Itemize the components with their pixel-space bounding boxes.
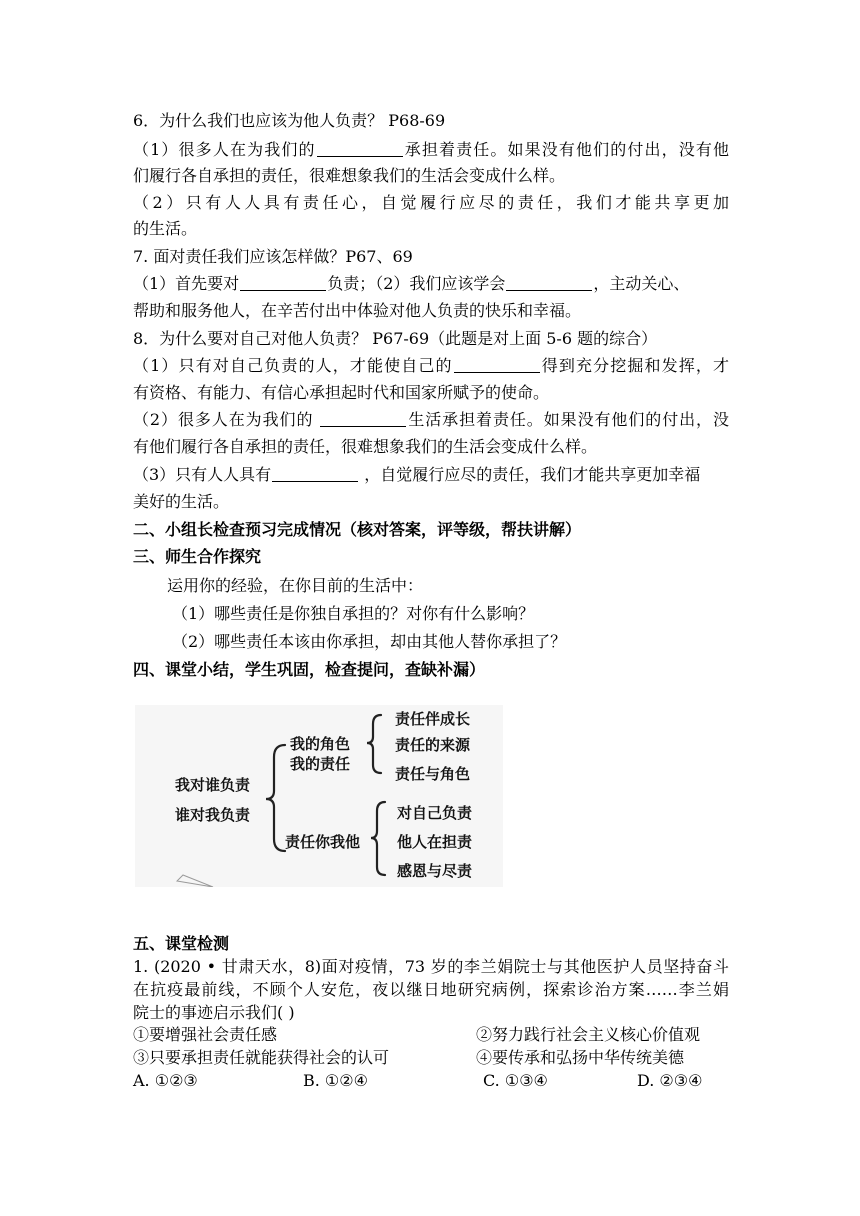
fill-blank — [454, 356, 540, 373]
statement-4: ④要传承和弘扬中华传统美德 — [476, 1048, 685, 1067]
answer-option-c[interactable]: C. ①③④ — [483, 1071, 548, 1090]
q7-paragraph-line-1: （1）首先要对 负责；（2）我们应该学会 ，主动关心、 — [133, 274, 690, 293]
section-3-question-1: （1）哪些责任是你独自承担的？对你有什么影响？ — [172, 604, 535, 623]
answer-option-a[interactable]: A. ①②③ — [133, 1071, 198, 1090]
lower-brace — [371, 802, 385, 875]
q6-paragraph-1-line-1: （1）很多人在为我们的 承担着责任。如果没有他们的付出，没有他 — [133, 140, 729, 159]
q8-paragraph-3-line-1: （3）只有人人具有 ，自觉履行应尽的责任，我们才能共享更加幸福 — [133, 465, 701, 484]
answer-option-b[interactable]: B. ①②④ — [303, 1071, 368, 1090]
quiz-question-line-1: 1. (2020 • 甘肃天水，8)面对疫情，73 岁的李兰娟院士与其他医护人员坚持奋斗 — [133, 957, 729, 976]
paper-plane-icon — [177, 875, 213, 887]
branch-1-label-1: 我的角色 — [290, 735, 351, 753]
q6-paragraph-1-line-2: 们履行各自承担的责任，很难想象我们的生活会变成什么样。 — [133, 166, 566, 185]
leaf-label-3: 责任与角色 — [395, 765, 471, 783]
q6-paragraph-2-line-1: （2）只有人人具有责任心，自觉履行应尽的责任，我们才能共享更加 — [133, 193, 729, 212]
quiz-question-line-2: 在抗疫最前线，不顾个人安危，夜以继日地研究病例，探索诊治方案……李兰娟 — [133, 980, 729, 999]
branch-2-label: 责任你我他 — [285, 833, 361, 851]
q8-title: 8．为什么要对自己对他人负责？ P67-69（此题是对上面 5-6 题的综合） — [133, 329, 658, 348]
section-4-heading: 四、课堂小结，学生巩固，检查提问，查缺补漏） — [133, 660, 486, 679]
leaf-label-4: 对自己负责 — [397, 804, 473, 822]
answer-option-d[interactable]: D. ②③④ — [637, 1071, 703, 1090]
fill-blank — [272, 465, 358, 482]
fill-blank — [240, 274, 326, 291]
statement-1: ①要增强社会责任感 — [133, 1025, 278, 1044]
q7-title: 7. 面对责任我们应该怎样做？P67、69 — [133, 247, 413, 266]
section-3-question-2: （2）哪些责任本该由你承担，却由其他人替你承担了？ — [172, 632, 567, 651]
q7-paragraph-line-2: 帮助和服务他人，在辛苦付出中体验对他人负责的快乐和幸福。 — [133, 301, 582, 320]
leaf-label-1: 责任伴成长 — [395, 710, 471, 728]
large-brace — [266, 745, 285, 851]
quiz-question-line-3: 院士的事迹启示我们( ) — [133, 1003, 295, 1022]
root-label-2: 谁对我负责 — [175, 806, 251, 824]
q8-paragraph-1-line-1: （1）只有对自己负责的人，才能使自己的 得到充分挖掘和发挥，才 — [133, 356, 729, 375]
fill-blank — [506, 274, 592, 291]
brace-lines — [135, 705, 503, 887]
section-3-heading: 三、师生合作探究 — [133, 547, 262, 566]
statement-2: ②努力践行社会主义核心价值观 — [476, 1025, 701, 1044]
fill-blank — [320, 410, 406, 427]
statement-3: ③只要承担责任就能获得社会的认可 — [133, 1048, 390, 1067]
leaf-label-5: 他人在担责 — [397, 833, 473, 851]
branch-1-label-2: 我的责任 — [290, 755, 351, 773]
q6-title: 6．为什么我们也应该为他人负责？ P68-69 — [133, 111, 446, 130]
root-label-1: 我对谁负责 — [175, 776, 251, 794]
q8-paragraph-2-line-1: （2）很多人在为我们的 生活承担着责任。如果没有他们的付出，没 — [133, 410, 729, 429]
q8-paragraph-3-line-2: 美好的生活。 — [133, 492, 230, 511]
q8-paragraph-1-line-2: 有资格、有能力、有信心承担起时代和国家所赋予的使命。 — [133, 383, 550, 402]
upper-brace — [367, 715, 381, 773]
leaf-label-6: 感恩与尽责 — [397, 862, 473, 880]
section-5-heading: 五、课堂检测 — [133, 934, 230, 953]
section-3-intro: 运用你的经验，在你目前的生活中： — [167, 576, 424, 595]
summary-mind-map — [135, 705, 503, 887]
fill-blank — [317, 140, 403, 157]
leaf-label-2: 责任的来源 — [395, 736, 471, 754]
q8-paragraph-2-line-2: 有他们履行各自承担的责任，很难想象我们的生活会变成什么样。 — [133, 437, 598, 456]
section-2-heading: 二、小组长检查预习完成情况（核对答案，评等级，帮扶讲解） — [133, 520, 582, 539]
q6-paragraph-2-line-2: 的生活。 — [133, 219, 198, 238]
